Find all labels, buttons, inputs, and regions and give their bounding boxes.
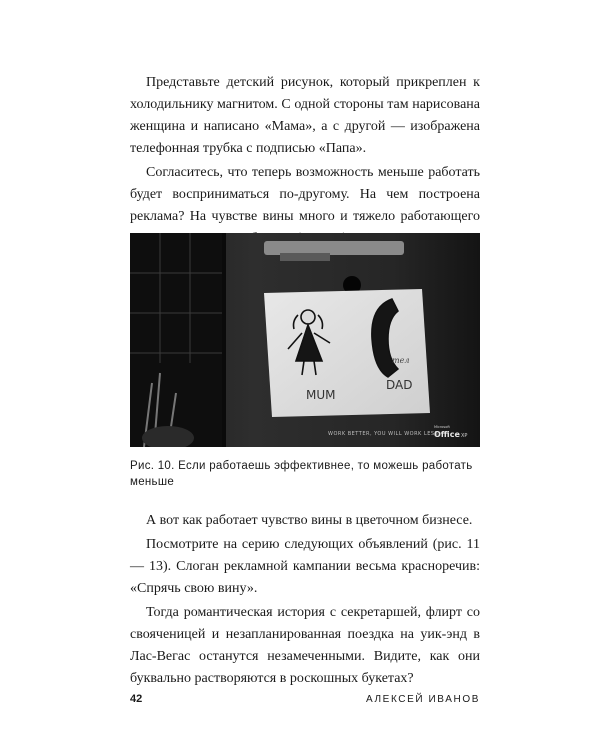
ad-brand-small: Microsoft [434,425,450,429]
figure-caption: Рис. 10. Если работаешь эффективнее, то можешь работать меньше [130,460,473,488]
running-footer-author: АЛЕКСЕЙ ИВАНОВ [366,694,480,705]
paragraph: А вот как работает чувство вины в цветочном бизнесе. [146,513,473,528]
paragraph: Посмотрите на серию следующих объявлений (рис. 11 — 13). Слоган рекламной кампании весьма красноречив: «Спрячь свою вину». [130,537,480,596]
bottom-text-block [130,510,480,692]
figure-image [130,233,480,447]
drawing-label-mum: MUM [306,388,336,402]
drawing-label-phone: тел [392,356,410,365]
paragraph: Представьте детский рисунок, который прикреплен к холодильнику магнитом. С одной стороны там нарисована женщина и написано «Мама», а с другой — изображена телефонная трубка с подписью «Папа». [130,75,480,156]
fridge-ad-illustration [130,233,480,447]
drawing-label-dad: DAD [386,378,413,392]
ad-brand-name: Office [434,430,460,439]
paragraph: Согласитесь, что теперь возможность меньше работать будет восприниматься по-другому. На чем построена реклама? На чувстве вины много и тяжело работающего [130,165,480,224]
page-number: 42 [130,693,143,705]
paragraph: Тогда романтическая история с секретаршей, флирт со свояченицей и незапланированная поездка на уик-энд в Лас-Вегас останутся незамеченными. Видите, как они буквально растворяются в роскошных букетах? [130,605,480,686]
top-text-block [130,72,480,252]
ad-brand-version: XP [461,433,468,439]
ad-slogan: WORK BETTER, YOU WILL WORK LESS. [328,431,441,437]
